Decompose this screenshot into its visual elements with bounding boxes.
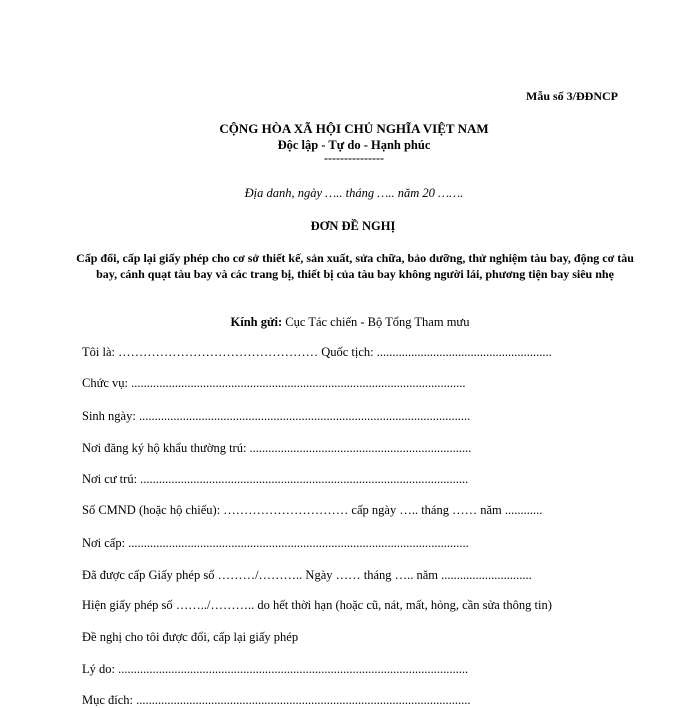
field-current-residence: Nơi cư trú: ......................................................................................................... [82, 472, 469, 486]
field-request: Đề nghị cho tôi được đổi, cấp lại giấy phép [82, 630, 299, 644]
recipient-label: Kính gửi: [230, 315, 283, 329]
field-place-of-issue: Nơi cấp: ............................................................................................................. [82, 536, 469, 550]
recipient-line [0, 315, 700, 330]
field-full-name-nationality: Tôi là: ………………………………………… Quốc tịch: ........................................................ [82, 345, 552, 359]
field-previous-license: Đã được cấp Giấy phép số ………/……….. Ngày …… tháng ….. năm ............................. [82, 568, 532, 582]
nation-header: CỘNG HÒA XÃ HỘI CHỦ NGHĨA VIỆT NAM [219, 121, 489, 136]
field-current-license: Hiện giấy phép số ……../……….. do hết thời hạn (hoặc cũ, nát, mất, hỏng, cần sửa thông tin) [82, 598, 552, 612]
field-date-of-birth: Sinh ngày: .......................................................................................................... [82, 409, 471, 423]
place-date-line: Địa danh, ngày ….. tháng ….. năm 20 ……. [244, 186, 464, 200]
field-position: Chức vụ: ........................................................................................................... [82, 376, 466, 390]
field-reason: Lý do: ................................................................................................................ [82, 662, 469, 676]
motto: Độc lập - Tự do - Hạnh phúc [277, 138, 431, 152]
form-code: Mẫu số 3/ĐĐNCP [526, 89, 618, 103]
field-id-number: Số CMND (hoặc hộ chiếu): ………………………… cấp ngày ….. tháng …… năm ............ [82, 503, 543, 517]
document-title: ĐƠN ĐỀ NGHỊ [310, 219, 396, 233]
recipient-value: Cục Tác chiến - Bộ Tổng Tham mưu [282, 315, 470, 329]
document-subject: Cấp đổi, cấp lại giấy phép cho cơ sở thiết kế, sản xuất, sửa chữa, bảo dưỡng, thử nghiệm tàu bay, động cơ tàu bay, cánh quạt tàu bay và các trang bị, thiết bị của tàu bay không người lái, phương tiện bay siêu nhẹ [76, 251, 634, 281]
header-divider: --------------- [324, 151, 384, 165]
field-purpose: Mục đích: ........................................................................................................... [82, 693, 471, 707]
field-registered-residence: Nơi đăng ký hộ khẩu thường trú: ....................................................................... [82, 441, 472, 455]
